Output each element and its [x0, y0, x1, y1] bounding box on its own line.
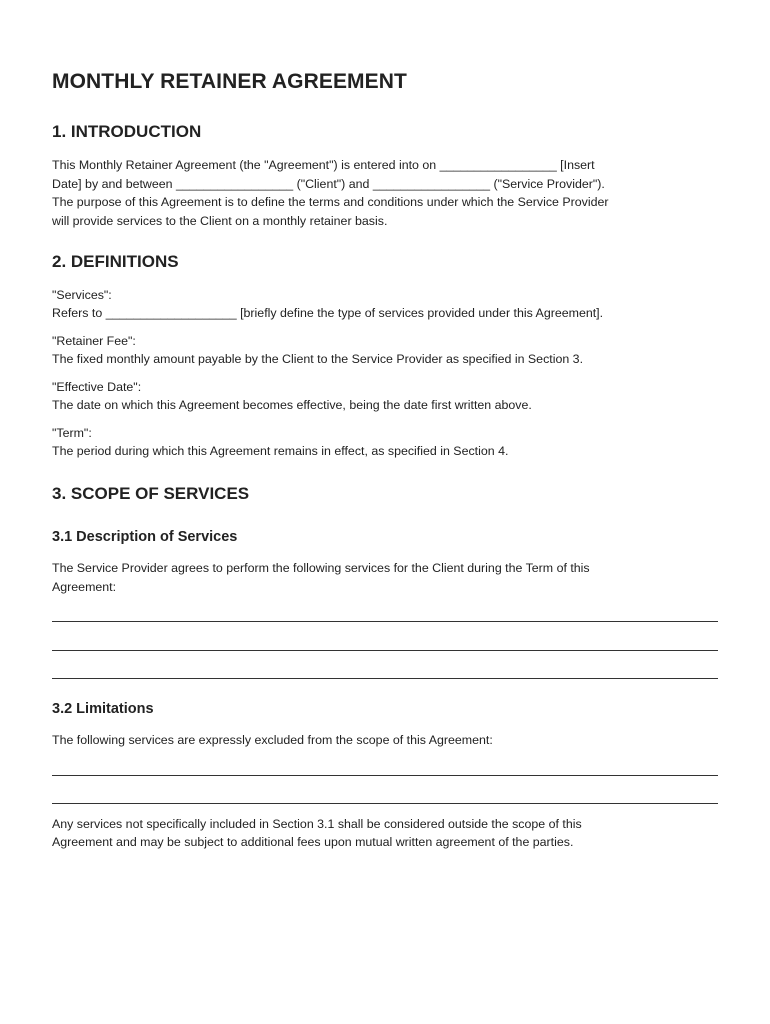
definition-text-term: The period during which this Agreement remains in effect, as specified in Section 4.	[52, 444, 509, 458]
introduction-line-4: will provide services to the Client on a monthly retainer basis.	[52, 213, 388, 228]
description-line-1: The Service Provider agrees to perform the following services for the Client during the Term of this	[52, 561, 590, 575]
description-line-2: Agreement:	[52, 580, 117, 594]
services-blank-line-1[interactable]	[52, 621, 718, 622]
definition-text-effective-date: The date on which this Agreement becomes effective, being the date first written above.	[52, 398, 532, 412]
definition-text-retainer-fee: The fixed monthly amount payable by the Client to the Service Provider as specified in Section 3.	[52, 352, 584, 366]
services-blank-line-2[interactable]	[52, 650, 718, 651]
definition-term-effective-date: "Effective Date":	[52, 380, 142, 394]
definitions-heading: 2. DEFINITIONS	[52, 252, 179, 271]
limitations-closing-line-2: Agreement and may be subject to additional fees upon mutual written agreement of the parties.	[52, 835, 574, 849]
introduction-line-1: This Monthly Retainer Agreement (the "Agreement") is entered into on _________________ [Insert	[52, 158, 595, 172]
introduction-heading: 1. INTRODUCTION	[52, 122, 202, 141]
definition-text-services: Refers to ___________________ [briefly define the type of services provided under this Agreement].	[52, 306, 604, 320]
document-title: MONTHLY RETAINER AGREEMENT	[52, 70, 407, 93]
limitations-closing-line-1: Any services not specifically included in Section 3.1 shall be considered outside the scope of this	[52, 817, 582, 831]
definition-term-retainer-fee: "Retainer Fee":	[52, 334, 136, 348]
description-of-services-heading: 3.1 Description of Services	[52, 529, 238, 545]
definition-term-services: "Services":	[52, 288, 112, 302]
limitations-blank-line-1[interactable]	[52, 775, 718, 776]
limitations-heading: 3.2 Limitations	[52, 701, 154, 717]
definition-term-term: "Term":	[52, 426, 92, 440]
introduction-line-3: The purpose of this Agreement is to define the terms and conditions under which the Service Provider	[52, 195, 609, 209]
limitations-intro: The following services are expressly excluded from the scope of this Agreement:	[52, 733, 493, 747]
limitations-blank-line-2[interactable]	[52, 803, 718, 804]
scope-heading: 3. SCOPE OF SERVICES	[52, 484, 250, 503]
services-blank-line-3[interactable]	[52, 678, 718, 679]
introduction-line-2: Date] by and between _________________ ("Client") and _________________ ("Service Provider").	[52, 176, 605, 191]
